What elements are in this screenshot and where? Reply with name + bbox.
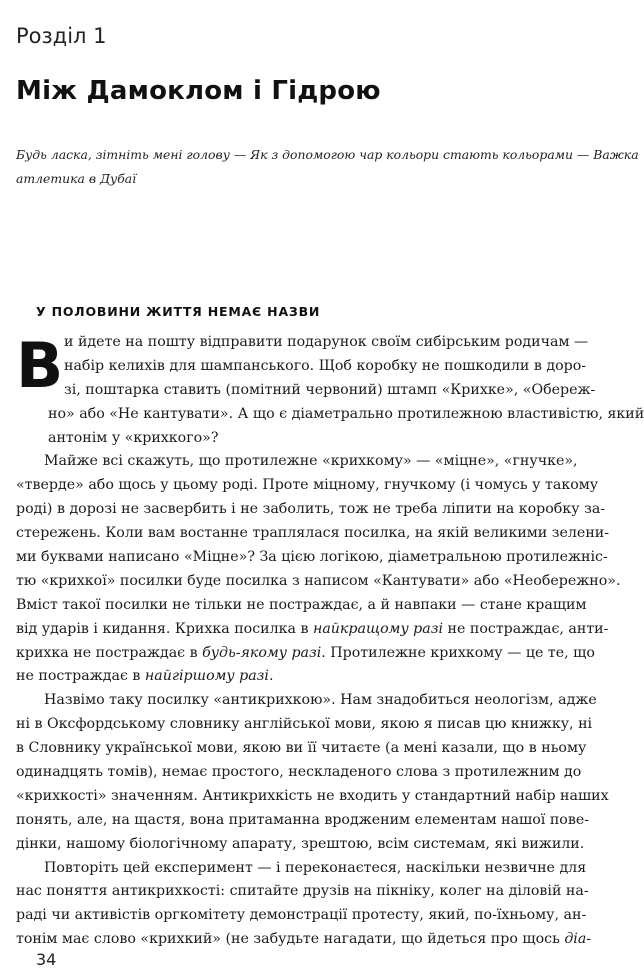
- chapter-label: Розділ 1: [16, 24, 107, 48]
- text-line: [16, 928, 592, 952]
- text-line: [16, 642, 595, 666]
- text-line: «тверде» або щось у цьому роді. Проте міцному, гнучкому (і чомусь у такому: [16, 477, 599, 494]
- text-line: одинадцять томів), немає простого, нескладеного слова з протилежним до: [16, 764, 582, 781]
- text-line: Повторіть цей експеримент — і переконаєтеся, наскільки незвичне для: [44, 859, 587, 876]
- epigraph-line: атлетика в Дубаї: [16, 170, 137, 186]
- text-line: тю «крихкої» посилки буде посилка з написом «Кантувати» або «Необережно».: [16, 572, 621, 589]
- text-line: Вміст такої посилки не тільки не постраждає, а й навпаки — стане кращим: [16, 596, 587, 613]
- drop-cap: В: [16, 329, 64, 402]
- text-line: ні в Оксфордському словнику англійської мови, якою я писав цю книжку, ні: [16, 716, 593, 733]
- text-line: роді) в дорозі не засвербить і не заболить, тож не треба ліпити на коробку за-: [16, 501, 606, 518]
- body-text: [16, 331, 644, 952]
- text-line: «крихкості» значенням. Антикрихкість не входить у стандартний набір наших: [16, 787, 609, 804]
- text-line: нас поняття антикрихкості: спитайте друзів на пікніку, колег на діловій на-: [16, 883, 589, 900]
- text-line: но» або «Не кантувати». А що є діаметрально протилежною властивістю, який: [48, 405, 644, 422]
- text-line: ми буквами написано «Міцне»? За цією логікою, діаметральною протилежніс-: [16, 549, 608, 566]
- text-line: Майже всі скажуть, що протилежне «крихкому» — «міцне», «гнучке»,: [44, 453, 578, 470]
- text-line: [16, 618, 609, 642]
- text-line: набір келихів для шампанського. Щоб коробку не пошкодили в доро-: [64, 357, 587, 374]
- emphasis-text: будь-якому разі: [202, 644, 322, 661]
- emphasis-text: діа-: [564, 931, 592, 948]
- emphasis-text: найгіршому разі: [144, 668, 269, 685]
- section-title: У ПОЛОВИНИ ЖИТТЯ НЕМАЄ НАЗВИ: [36, 304, 321, 319]
- text-span: тонім має слово «крихкий» (не забудьте нагадати, що йдеться про щось: [16, 931, 565, 948]
- emphasis-text: найкращому разі: [312, 620, 443, 637]
- text-span: від ударів і кидання. Крихка посилка в: [16, 620, 313, 637]
- epigraph-line: Будь ласка, зітніть мені голову — Як з допомогою чар кольори стають кольорами — Важка: [16, 147, 639, 162]
- text-line: антонім у «крихкого»?: [48, 429, 219, 446]
- text-span: не постраждає, анти-: [443, 620, 609, 637]
- text-span: .: [268, 668, 274, 685]
- text-line: стережень. Коли вам востанне траплялася посилка, на якій великими зелени-: [16, 525, 610, 542]
- text-line: дінки, нашому біологічному апарату, зрештою, всім системам, які вижили.: [16, 835, 585, 852]
- chapter-title: Між Дамоклом і Гідрою: [16, 76, 381, 106]
- text-line: раді чи активістів оргкомітету демонстрації протесту, який, по-їхньому, ан-: [16, 907, 587, 924]
- text-line: в Словнику української мови, якою ви її читаєте (а мені казали, що в ньому: [16, 740, 587, 757]
- text-line: понять, але, на щастя, вона притаманна вродженим елементам нашої пове-: [16, 811, 590, 828]
- text-line: [16, 665, 586, 689]
- text-line: зі, поштарка ставить (помітний червоний) штамп «Крихке», «Обереж-: [64, 381, 596, 398]
- text-line: и йдете на пошту відправити подарунок своїм сибірським родичам —: [64, 334, 589, 350]
- text-line: Назвімо таку посилку «антикрихкою». Нам знадобиться неологізм, адже: [44, 692, 597, 709]
- text-span: . Протилежне крихкому — це те, що: [321, 644, 595, 661]
- page-number: 34: [36, 950, 57, 969]
- text-span: не постраждає в: [16, 668, 145, 685]
- text-span: крихка не постраждає в: [16, 644, 203, 661]
- chapter-epigraph: [16, 144, 639, 192]
